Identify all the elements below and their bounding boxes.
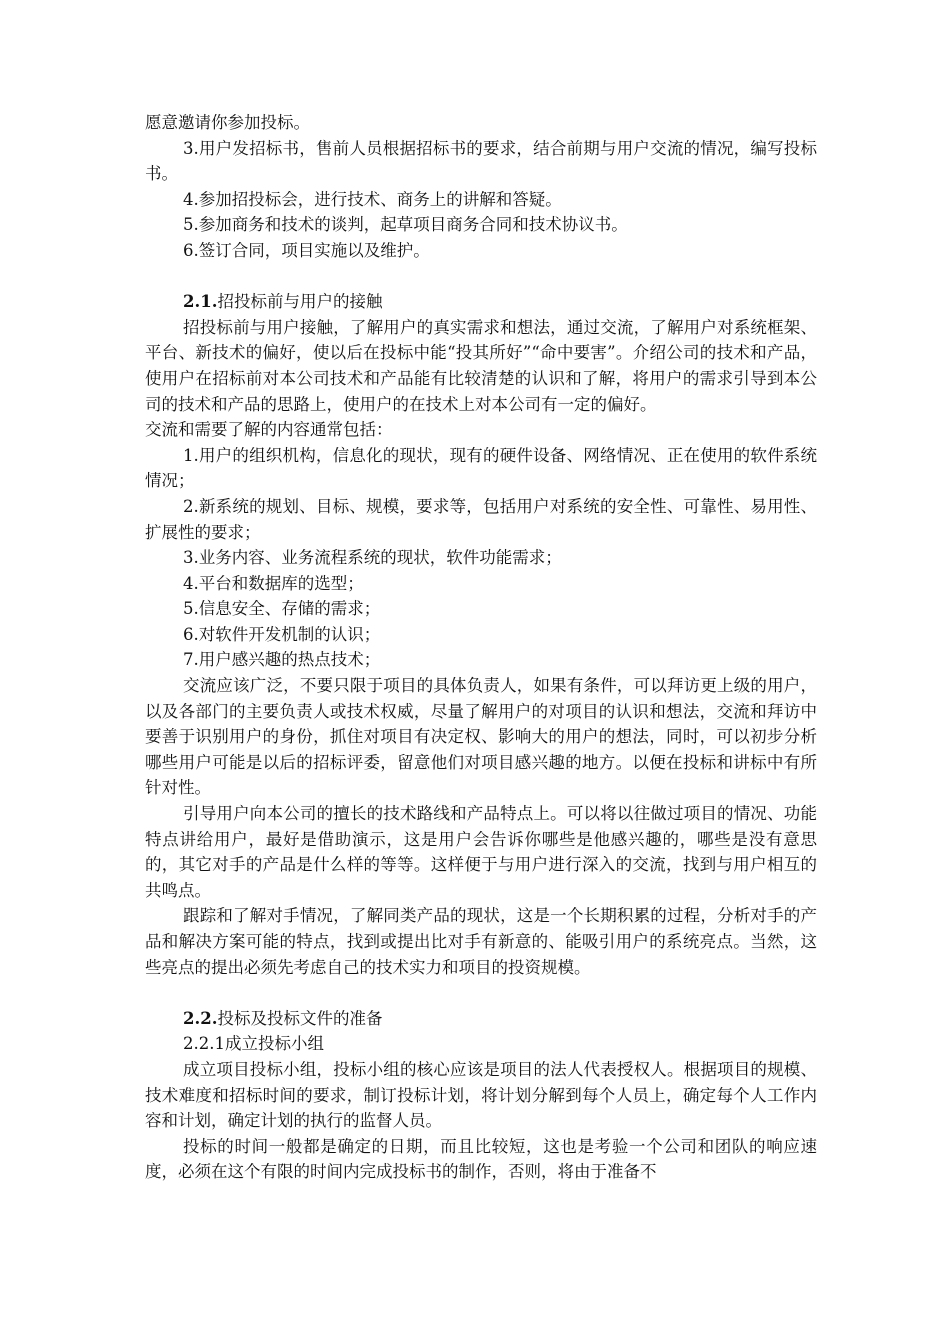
- subsection-heading: 2.2.1成立投标小组: [183, 1034, 324, 1054]
- paragraph: 成立项目投标小组，投标小组的核心应该是项目的法人代表授权人。根据项目的规模、技术难度和招标时间的要求，制订投标计划，将计划分解到每个人员上，确定每个人工作内容和计划，确定计划的执行的监督人员。: [145, 1059, 817, 1131]
- paragraph: 交流应该广泛，不要只限于项目的具体负责人，如果有条件，可以拜访更上级的用户，以及各部门的主要负责人或技术权威，尽量了解用户的对项目的认识和想法，交流和拜访中要善于识别用户的身份，抓住对项目有决定权、影响大的用户的想法，同时，可以初步分析哪些用户可能是以后的招标评委，留意他们对项目感兴趣的地方。以便在投标和讲标中有所针对性。: [145, 676, 817, 798]
- list-item: 6.签订合同，项目实施以及维护。: [183, 240, 430, 260]
- list-item: 3.业务内容、业务流程系统的现状，软件功能需求；: [183, 548, 562, 568]
- list-item: 5.信息安全、存储的需求；: [183, 599, 381, 619]
- list-item: 6.对软件开发机制的认识；: [183, 624, 381, 644]
- paragraph: 招投标前与用户接触，了解用户的真实需求和想法，通过交流，了解用户对系统框架、平台、新技术的偏好，使以后在投标中能“投其所好”“命中要害”。介绍公司的技术和产品，使用户在招标前对本公司技术和产品能有比较清楚的认识和了解，将用户的需求引导到本公司的技术和产品的思路上，使用户的在技术上对本公司有一定的偏好。: [145, 317, 817, 414]
- section-title: 招投标前与用户的接触: [217, 292, 383, 312]
- spacer: [145, 264, 817, 290]
- list-item: 4.参加招投标会，进行技术、商务上的讲解和答疑。: [183, 189, 562, 209]
- paragraph: 跟踪和了解对手情况，了解同类产品的现状，这是一个长期积累的过程，分析对手的产品和解决方案可能的特点，找到或提出比对手有新意的、能吸引用户的系统亮点。当然，这些亮点的提出必须先考虑自己的技术实力和项目的投资规模。: [145, 906, 817, 977]
- section-heading-2-2: [145, 1006, 817, 1032]
- document-page: [145, 110, 817, 1185]
- section-number: 2.2.: [183, 1008, 218, 1028]
- spacer: [145, 980, 817, 1006]
- paragraph: 投标的时间一般都是确定的日期，而且比较短，这也是考验一个公司和团队的响应速度，必须在这个有限的时间内完成投标书的制作，否则，将由于准备不: [145, 1136, 817, 1182]
- list-item: 7.用户感兴趣的热点技术；: [183, 650, 381, 670]
- paragraph: 愿意邀请你参加投标。: [145, 113, 310, 132]
- list-item: 1.用户的组织机构，信息化的现状，现有的硬件设备、网络情况、正在使用的软件系统情况；: [145, 445, 817, 491]
- list-item: 5.参加商务和技术的谈判，起草项目商务合同和技术协议书。: [183, 215, 628, 235]
- section-heading-2-1: [145, 289, 817, 315]
- list-item: 4.平台和数据库的选型；: [183, 573, 364, 593]
- section-title: 投标及投标文件的准备: [217, 1008, 383, 1028]
- list-item: 2.新系统的规划、目标、规模，要求等，包括用户对系统的安全性、可靠性、易用性、扩展性的要求；: [145, 496, 817, 542]
- paragraph: 交流和需要了解的内容通常包括：: [145, 420, 393, 440]
- list-item: 3.用户发招标书，售前人员根据招标书的要求，结合前期与用户交流的情况，编写投标书。: [145, 138, 817, 184]
- section-number: 2.1.: [183, 292, 218, 312]
- paragraph: 引导用户向本公司的擅长的技术路线和产品特点上。可以将以往做过项目的情况、功能特点讲给用户，最好是借助演示，这是用户会告诉你哪些是他感兴趣的，哪些是没有意思的，其它对手的产品是什么样的等等。这样便于与用户进行深入的交流，找到与用户相互的共鸣点。: [145, 804, 817, 900]
